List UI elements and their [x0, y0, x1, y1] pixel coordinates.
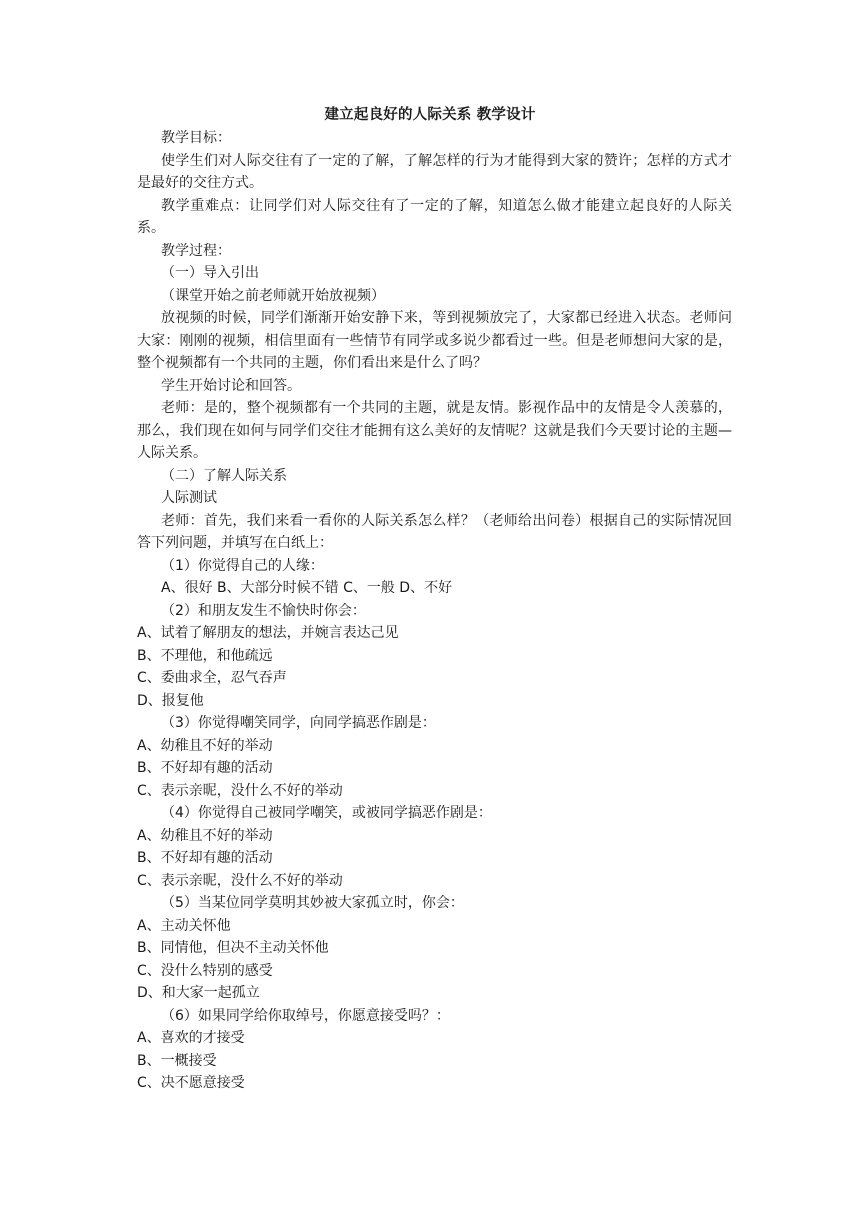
document-paragraph: （6）如果同学给你取绰号，你愿意接受吗？： [161, 1007, 450, 1024]
document-paragraph: 放视频的时候，同学们渐渐开始安静下来，等到视频放完了，大家都已经进入状态。老师问大家：刚刚的视频，相信里面有一些情节有同学或多说少都看过一些。但是老师想问大家的是，整个视频都有一个共同的主题，你们看出来是什么了吗？ [137, 310, 732, 371]
document-title: 建立起良好的人际关系 教学设计 [324, 107, 536, 123]
document-paragraph: 老师：首先，我们来看一看你的人际关系怎么样？（老师给出问卷）根据自己的实际情况回答下列问题，并填写在白纸上： [137, 512, 732, 551]
document-paragraph: （课堂开始之前老师就开始放视频） [161, 287, 385, 304]
document-paragraph: （2）和朋友发生不愉快时你会： [161, 602, 366, 619]
document-paragraph: A、喜欢的才接受 [137, 1030, 245, 1046]
document-paragraph: B、同情他，但决不主动关怀他 [137, 940, 329, 956]
document-paragraph: （5）当某位同学莫明其妙被大家孤立时，你会： [161, 895, 464, 911]
document-paragraph: A、主动关怀他 [137, 917, 231, 934]
document-paragraph: 老师：是的，整个视频都有一个共同的主题，就是友情。影视作品中的友情是令人羡慕的，那么，我们现在如何与同学们交往才能拥有这么美好的友情呢？这就是我们今天要讨论的主题—人际关系。 [137, 400, 732, 461]
document-paragraph: B、不好却有趣的活动 [137, 760, 273, 776]
document-body [137, 127, 732, 1095]
document-paragraph: 教学过程： [161, 242, 231, 259]
document-paragraph: D、和大家一起孤立 [137, 985, 260, 1001]
document-paragraph: D、报复他 [137, 692, 204, 709]
document-paragraph: C、表示亲昵，没什么不好的举动 [137, 872, 343, 889]
document-paragraph: B、不理他，和他疏远 [137, 647, 273, 664]
document-paragraph: （1）你觉得自己的人缘： [161, 557, 324, 574]
document-paragraph: 教学目标： [161, 130, 231, 146]
document-paragraph: （二）了解人际关系 [161, 467, 287, 484]
document-paragraph: B、不好却有趣的活动 [137, 850, 273, 866]
document-paragraph: B、一概接受 [137, 1052, 217, 1069]
document-paragraph: A、很好 B、大部分时候不错 C、一般 D、不好 [161, 580, 453, 596]
document-paragraph: （4）你觉得自己被同学嘲笑，或被同学搞恶作剧是： [161, 805, 492, 821]
document-paragraph: A、幼稚且不好的举动 [137, 737, 273, 754]
document-paragraph: （3）你觉得嘲笑同学，向同学搞恶作剧是： [161, 715, 436, 731]
document-paragraph: C、委曲求全，忍气吞声 [137, 670, 287, 686]
document-paragraph: A、幼稚且不好的举动 [137, 827, 273, 844]
document-paragraph: 人际测试 [161, 490, 217, 506]
document-paragraph: C、表示亲昵，没什么不好的举动 [137, 782, 343, 799]
document-paragraph: C、决不愿意接受 [137, 1075, 245, 1091]
document-paragraph: C、没什么特别的感受 [137, 962, 273, 979]
document-paragraph: A、试着了解朋友的想法，并婉言表达己见 [137, 625, 399, 641]
document-paragraph: 学生开始讨论和回答。 [161, 377, 301, 394]
document-paragraph: （一）导入引出 [161, 265, 259, 281]
document-paragraph: 使学生们对人际交往有了一定的了解，了解怎样的行为才能得到大家的赞许；怎样的方式才是最好的交往方式。 [137, 152, 732, 191]
document-paragraph: 教学重难点：让同学们对人际交往有了一定的了解，知道怎么做才能建立起良好的人际关系。 [137, 197, 732, 236]
